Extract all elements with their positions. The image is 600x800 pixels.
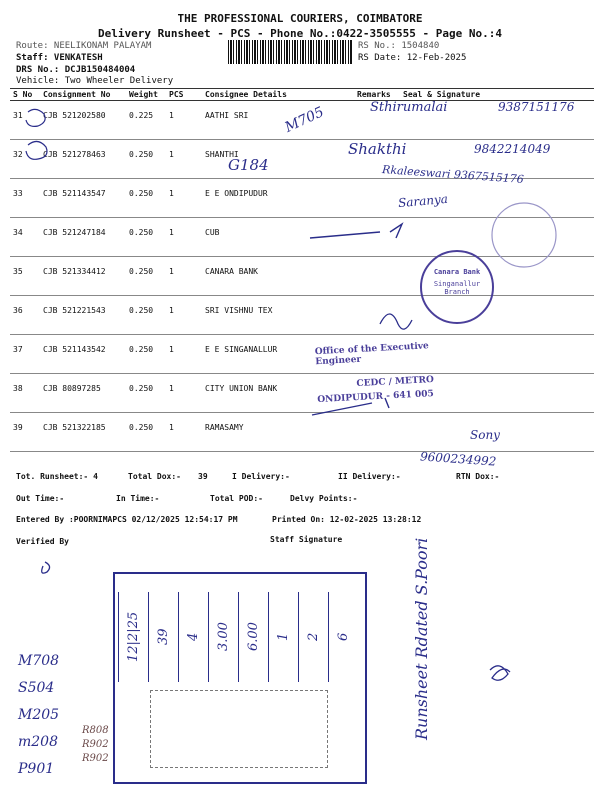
printed-on: Printed On: 12-02-2025 13:28:12 [272, 515, 422, 524]
cell-weight: 0.250 [126, 140, 166, 179]
cell-weight: 0.250 [126, 413, 166, 452]
cell-consignment: CJB 521322185 [40, 413, 126, 452]
cell-weight: 0.250 [126, 257, 166, 296]
cell-weight: 0.250 [126, 296, 166, 335]
office-stamp-line: Office of the Executive Engineer [314, 341, 430, 368]
signature-handwriting: Shakthi [348, 140, 407, 158]
phone-handwriting: 9842214049 [474, 142, 551, 156]
margin-code: M708 [18, 653, 60, 669]
cell-weight: 0.250 [126, 335, 166, 374]
tally-value: 12|2|25 [118, 592, 148, 682]
entered-by: Entered By :POORNIMAPCS 02/12/2025 12:54:17 PM [16, 515, 238, 524]
total-dox-value: 39 [198, 472, 208, 481]
box-code: R902 [82, 753, 109, 764]
box-code-list [82, 724, 109, 766]
cell-sno: 39 [10, 413, 40, 452]
cell-pcs: 1 [166, 140, 202, 179]
staff-signature-label: Staff Signature [270, 535, 343, 544]
company-title: THE PROFESSIONAL COURIERS, COIMBATORE [177, 12, 423, 25]
cell-consignee: CUB [202, 218, 354, 257]
right-side-note: Runsheet Rdated S.Poori [412, 537, 431, 740]
cell-consignment: CJB 521278463 [40, 140, 126, 179]
cell-pcs: 1 [166, 218, 202, 257]
cell-consignment: CJB 521334412 [40, 257, 126, 296]
tot-runsheet: Tot. Runsheet:- 4 [16, 472, 98, 481]
col-pcs: PCS [166, 89, 202, 101]
tally-row [118, 592, 358, 682]
out-time: Out Time:- [16, 494, 65, 503]
cell-sno: 34 [10, 218, 40, 257]
signature-handwriting: Saranya [397, 191, 449, 211]
vehicle-label: Vehicle: Two Wheeler Delivery [16, 76, 174, 86]
cell-consignee: CANARA BANK [202, 257, 354, 296]
box-code: R902 [82, 739, 109, 750]
tally-value: 6.00 [238, 592, 268, 682]
signature-handwriting: Sony [470, 428, 500, 442]
col-consignment: Consignment No [40, 89, 126, 101]
total-dox-label: Total Dox:- [128, 472, 181, 481]
delvy-points: Delvy Points:- [290, 494, 358, 503]
signature-handwriting: Rkaleeswari 9367515176 [381, 163, 525, 186]
cell-consignee: AATHI SRI [202, 101, 354, 140]
i-delivery: I Delivery:- [232, 472, 290, 481]
tally-value: 2 [298, 592, 328, 682]
cell-pcs: 1 [166, 101, 202, 140]
cell-consignee: RAMASAMY [202, 413, 354, 452]
cell-sno: 36 [10, 296, 40, 335]
margin-code: M205 [18, 707, 60, 723]
cell-consignment: CJB 521143542 [40, 335, 126, 374]
bank-seal-stamp [420, 250, 494, 324]
cell-sno: 31 [10, 101, 40, 140]
cell-sno: 33 [10, 179, 40, 218]
col-consignee: Consignee Details [202, 89, 354, 101]
bank-seal-line: Canara Bank [433, 268, 481, 276]
drs-label: DRS No.: DCJB150484004 [16, 65, 136, 75]
cell-weight: 0.225 [126, 101, 166, 140]
col-remarks: Remarks [354, 89, 400, 101]
remark-handwriting: M705 [282, 104, 327, 136]
cell-weight: 0.250 [126, 179, 166, 218]
tally-value: 4 [178, 592, 208, 682]
cell-pcs: 1 [166, 296, 202, 335]
cell-consignment: CJB 521143547 [40, 179, 126, 218]
margin-code: P901 [18, 761, 55, 777]
office-stamp-line: ONDIPUDUR - 641 005 [317, 389, 435, 406]
runsheet-subtitle: Delivery Runsheet - PCS - Phone No.:0422-3505555 - Page No.:4 [98, 27, 502, 40]
rtn-dox: RTN Dox:- [456, 472, 500, 481]
bank-seal-line: Singanallur [433, 280, 481, 288]
cell-pcs: 1 [166, 179, 202, 218]
office-stamp-line: CEDC / METRO [356, 375, 435, 390]
cell-pcs: 1 [166, 374, 202, 413]
cell-consignee: E E ONDIPUDUR [202, 179, 354, 218]
tally-value: 6 [328, 592, 358, 682]
cell-consignment: CJB 521247184 [40, 218, 126, 257]
cell-consignee: SRI VISHNU TEX [202, 296, 354, 335]
cell-pcs: 1 [166, 413, 202, 452]
verified-by: Verified By [16, 537, 69, 546]
cell-pcs: 1 [166, 257, 202, 296]
staff-label: Staff: VENKATESH [16, 53, 103, 63]
signature-handwriting: Sthirumalai [370, 100, 448, 115]
cell-weight: 0.250 [126, 374, 166, 413]
cell-sno: 37 [10, 335, 40, 374]
cell-sno: 38 [10, 374, 40, 413]
remark-handwriting: G184 [228, 156, 269, 174]
rs-date: RS Date: 12-Feb-2025 [358, 53, 467, 63]
cell-consignee: E E SINGANALLUR [202, 335, 354, 374]
left-code-list [18, 648, 59, 783]
col-weight: Weight [126, 89, 166, 101]
cell-consignee: CITY UNION BANK [202, 374, 354, 413]
route-label: Route: NEELIKONAM PALAYAM [16, 41, 152, 51]
margin-code: m208 [18, 734, 58, 750]
col-sno: S No [10, 89, 40, 101]
tally-value: 3.00 [208, 592, 238, 682]
in-time: In Time:- [116, 494, 160, 503]
box-code: R808 [82, 725, 109, 736]
cell-consignment: CJB 521221543 [40, 296, 126, 335]
tally-value: 1 [268, 592, 298, 682]
cell-weight: 0.250 [126, 218, 166, 257]
phone-handwriting: 9600234992 [419, 449, 497, 469]
margin-code: S504 [18, 680, 55, 696]
bank-seal-line: Branch [444, 288, 470, 296]
cell-sno: 32 [10, 140, 40, 179]
tally-value: 39 [148, 592, 178, 682]
phone-handwriting: 9387151176 [498, 100, 575, 114]
cell-consignment: CJB 521202580 [40, 101, 126, 140]
cell-sno: 35 [10, 257, 40, 296]
office-stamp [315, 339, 478, 405]
col-seal-signature: Seal & Signature [400, 89, 594, 101]
rs-number: RS No.: 1504840 [358, 41, 440, 51]
stamp-impression [150, 690, 328, 768]
ii-delivery: II Delivery:- [338, 472, 401, 481]
cell-pcs: 1 [166, 335, 202, 374]
total-pod: Total POD:- [210, 494, 263, 503]
cell-consignment: CJB 80897285 [40, 374, 126, 413]
cell-consignee: SHANTHI [202, 140, 354, 179]
